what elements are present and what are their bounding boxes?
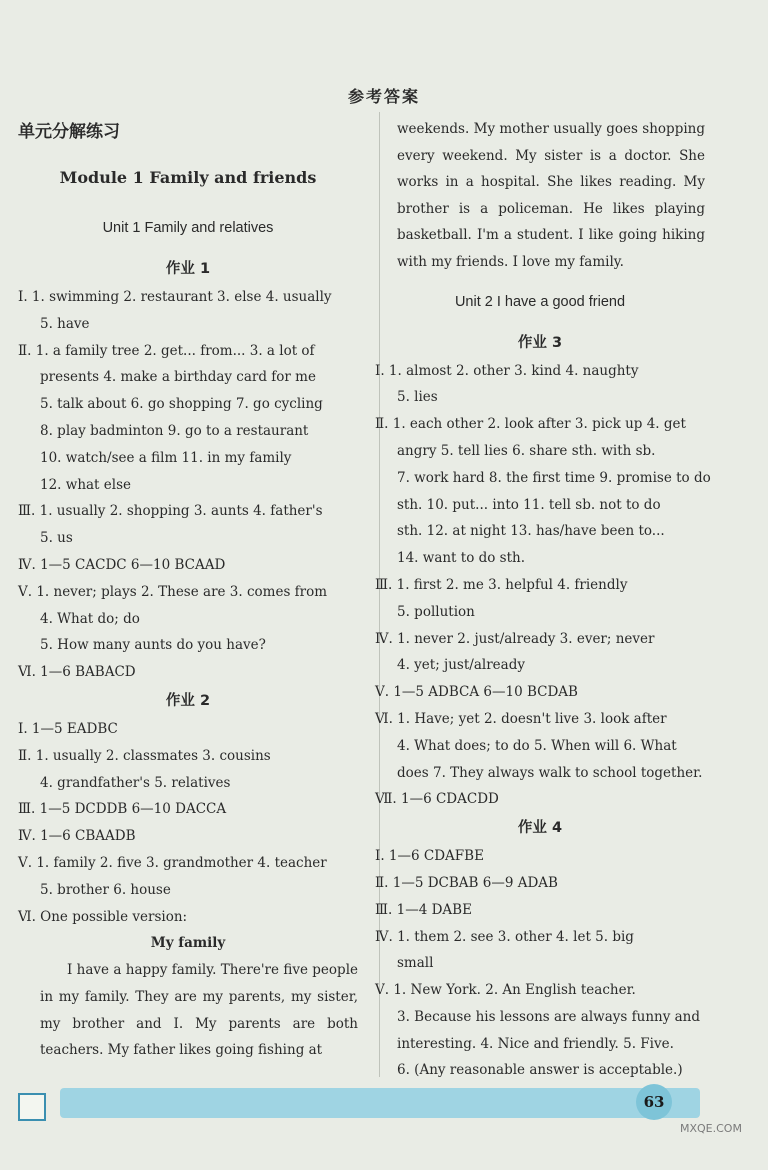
homework-1-answers <box>18 284 358 686</box>
answer-line: 5. us <box>40 530 73 547</box>
essay-title: My family <box>150 935 226 952</box>
answer-line: 4. What does; to do 5. When will 6. What <box>397 737 677 754</box>
answer-line: 5. talk about 6. go shopping 7. go cycling <box>40 396 323 413</box>
homework-2-answers <box>18 716 358 930</box>
answer-line: Ⅴ. 1. family 2. five 3. grandmother 4. teacher <box>18 854 327 871</box>
homework-1-title: 作业 1 <box>165 261 211 277</box>
answer-line: 14. want to do sth. <box>397 550 526 567</box>
answer-line: Ⅱ. 1—5 DCBAB 6—9 ADAB <box>375 874 558 891</box>
answer-line: Ⅰ. 1. swimming 2. restaurant 3. else 4. usually <box>18 289 332 305</box>
answer-line: sth. 10. put... into 11. tell sb. not to do <box>397 496 661 513</box>
homework-2-title: 作业 2 <box>165 692 211 709</box>
answer-line: 12. what else <box>40 476 131 493</box>
unit-2-title: Unit 2 I have a good friend <box>454 293 626 310</box>
answer-line: Ⅶ. 1—6 CDACDD <box>375 791 499 808</box>
page-number: 63 <box>636 1084 672 1120</box>
answer-line: Ⅳ. 1. never 2. just/already 3. ever; never <box>375 630 655 647</box>
answer-line: Ⅵ. 1—6 BABACD <box>18 664 136 681</box>
answer-line: presents 4. make a birthday card for me <box>40 369 316 386</box>
section-title: 单元分解练习 <box>18 122 120 142</box>
answer-line: Ⅴ. 1. never; plays 2. These are 3. comes from <box>18 583 328 600</box>
answer-line: Ⅴ. 1—5 ADBCA 6—10 BCDAB <box>375 684 578 701</box>
answer-line: 5. have <box>40 315 90 332</box>
answer-line: Ⅲ. 1—5 DCDDB 6—10 DACCA <box>18 801 227 818</box>
answer-line: angry 5. tell lies 6. share sth. with sb. <box>397 442 656 459</box>
answer-line: Ⅰ. 1. almost 2. other 3. kind 4. naughty <box>375 362 639 379</box>
answer-line: Ⅲ. 1. first 2. me 3. helpful 4. friendly <box>375 576 628 593</box>
answer-line: 3. Because his lessons are always funny and <box>397 1008 701 1025</box>
answer-line: interesting. 4. Nice and friendly. 5. Five. <box>397 1035 674 1052</box>
answer-line: Ⅱ. 1. a family tree 2. get... from... 3. a lot of <box>18 342 315 359</box>
answer-line: Ⅳ. 1—6 CBAADB <box>18 828 136 845</box>
right-column <box>375 116 711 1084</box>
answer-line: 5. pollution <box>397 603 475 620</box>
homework-3-title: 作业 3 <box>517 334 563 351</box>
answer-line: 5. brother 6. house <box>40 881 171 898</box>
essay-continuation: weekends. My mother usually goes shopping every weekend. My sister is a doctor. She works in a hospital. She likes reading. My brother is a policeman. He likes playing basketball. I'm a student. I like going hiking with my friends. I love my family. <box>397 121 705 270</box>
answer-line: 8. play badminton 9. go to a restaurant <box>40 422 309 439</box>
answer-line: Ⅳ. 1. them 2. see 3. other 4. let 5. big <box>375 928 634 945</box>
answer-line: Ⅲ. 1. usually 2. shopping 3. aunts 4. father's <box>18 503 323 520</box>
footer-bar <box>60 1088 700 1118</box>
answer-line: small <box>397 955 434 972</box>
answer-line: 4. yet; just/already <box>397 657 525 674</box>
corner-square-icon <box>18 1093 46 1121</box>
answer-line: 5. How many aunts do you have? <box>40 637 266 654</box>
answer-line: 6. (Any reasonable answer is acceptable.) <box>397 1062 683 1079</box>
answer-line: 4. grandfather's 5. relatives <box>40 774 231 791</box>
answer-line: Ⅱ. 1. usually 2. classmates 3. cousins <box>18 747 271 764</box>
answer-line: does 7. They always walk to school together. <box>397 764 703 781</box>
left-column <box>18 120 358 1064</box>
answer-line: 5. lies <box>397 389 438 406</box>
answer-line: 7. work hard 8. the first time 9. promise to do <box>397 469 711 486</box>
answer-line: Ⅱ. 1. each other 2. look after 3. pick up 4. get <box>375 416 686 433</box>
answer-line: Ⅵ. 1. Have; yet 2. doesn't live 3. look after <box>375 710 667 727</box>
homework-4-answers <box>375 843 705 1084</box>
answer-line: Ⅰ. 1—5 EADBC <box>18 720 118 737</box>
watermark: MXQE.COM <box>680 1122 742 1135</box>
homework-4-title: 作业 4 <box>517 820 563 837</box>
answer-line: Ⅳ. 1—5 CACDC 6—10 BCAAD <box>18 556 226 573</box>
answer-line: 10. watch/see a film 11. in my family <box>40 449 292 466</box>
answer-line: Ⅴ. 1. New York. 2. An English teacher. <box>375 982 636 999</box>
module-title: Module 1 Family and friends <box>59 168 317 187</box>
answer-line: Ⅲ. 1—4 DABE <box>375 901 472 918</box>
answer-line: 4. What do; do <box>40 610 140 627</box>
answer-line: sth. 12. at night 13. has/have been to... <box>397 523 665 540</box>
unit-1-title: Unit 1 Family and relatives <box>102 220 274 236</box>
homework-3-answers <box>375 358 711 814</box>
page-header: 参考答案 <box>347 87 420 106</box>
essay-text: I have a happy family. There're five people in my family. They are my parents, my sister, my brother and I. My parents are both teachers. My father likes going fishing at <box>40 962 358 1059</box>
answer-line: Ⅵ. One possible version: <box>18 908 188 925</box>
answer-line: Ⅰ. 1—6 CDAFBE <box>375 848 484 865</box>
